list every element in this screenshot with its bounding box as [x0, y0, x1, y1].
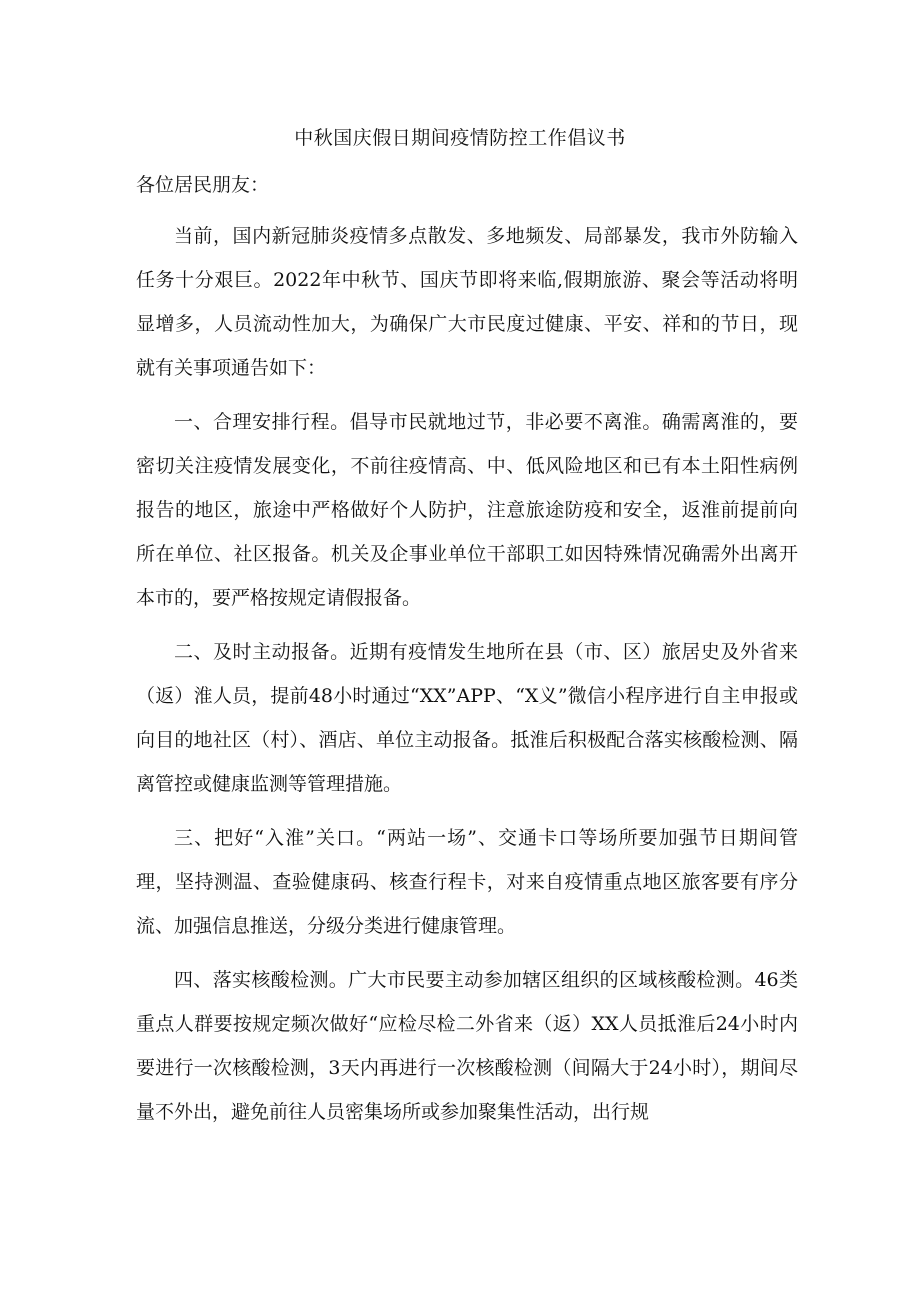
paragraph-report: 二、及时主动报备。近期有疫情发生地所在县（市、区）旅居史及外省来（返）淮人员，提前48小时通过“XX”APP、“X义”微信小程序进行自主申报或向目的地社区（村）、酒店、单位主动报备。抵淮后积极配合落实核酸检测、隔离管控或健康监测等管理措施。 — [136, 641, 798, 795]
document-title: 中秋国庆假日期间疫情防控工作倡议书 — [294, 127, 626, 149]
paragraph-travel-plan: 一、合理安排行程。倡导市民就地过节，非必要不离淮。确需离淮的，要密切关注疫情发展变化，不前往疫情高、中、低风险地区和已有本土阳性病例报告的地区，旅途中严格做好个人防护，注意旅途防疫和安全，返淮前提前向所在单位、社区报备。机关及企事业单位干部职工如因特殊情况确需外出离开本市的，要严格按规定请假报备。 — [136, 411, 798, 609]
paragraph-intro: 当前，国内新冠肺炎疫情多点散发、多地频发、局部暴发，我市外防输入任务十分艰巨。2022年中秋节、国庆节即将来临,假期旅游、聚会等活动将明显增多，人员流动性加大，为确保广大市民度过健康、平安、祥和的节日，现就有关事项通告如下： — [136, 225, 798, 379]
document-body — [136, 214, 798, 1144]
paragraph-nucleic-test: 四、落实核酸检测。广大市民要主动参加辖区组织的区域核酸检测。46类重点人群要按规定频次做好“应检尽检二外省来（返）XX人员抵淮后24小时内要进行一次核酸检测，3天内再进行一次核酸检测（间隔大于24小时），期间尽量不外出，避免前往人员密集场所或参加聚集性活动，出行规 — [136, 969, 798, 1123]
paragraph-entry-control: 三、把好“入淮”关口。“两站一场”、交通卡口等场所要加强节日期间管理，坚持测温、查验健康码、核查行程卡，对来自疫情重点地区旅客要有序分流、加强信息推送，分级分类进行健康管理。 — [136, 827, 798, 937]
salutation: 各位居民朋友： — [136, 174, 270, 196]
